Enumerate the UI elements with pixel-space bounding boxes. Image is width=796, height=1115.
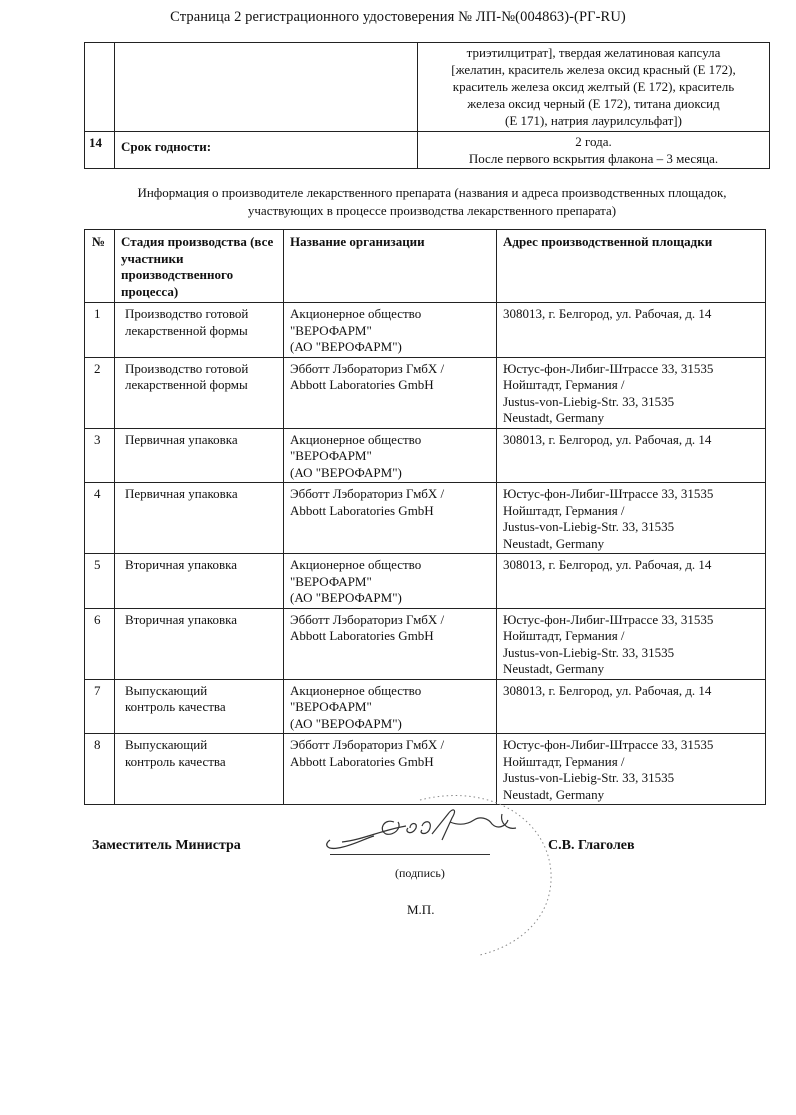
organization-cell: Акционерное общество "ВЕРОФАРМ" (АО "ВЕРОФАРМ") bbox=[284, 554, 497, 609]
page-title: Страница 2 регистрационного удостоверения № ЛП-№(004863)-(РГ-RU) bbox=[170, 9, 626, 25]
signature-line bbox=[330, 854, 490, 855]
column-header-stage: Стадия производства (все участники производственного процесса) bbox=[115, 230, 284, 303]
composition-line: триэтилцитрат], твердая желатиновая капсула bbox=[466, 45, 721, 60]
row-number: 4 bbox=[85, 483, 115, 554]
row-number-cell bbox=[85, 43, 115, 132]
composition-table bbox=[84, 42, 770, 169]
table-row bbox=[85, 608, 766, 679]
address-cell: Юстус-фон-Либиг-Штрассе 33, 31535 Нойштадт, Германия / Justus-von-Liebig-Str. 33, 31535 Neustadt, Germany bbox=[497, 734, 766, 805]
manufacturer-info-heading bbox=[84, 184, 780, 220]
shelf-life-label: Срок годности: bbox=[115, 132, 418, 169]
heading-line: Информация о производителе лекарственного препарата (названия и адреса производственных площадок, bbox=[137, 185, 727, 200]
shelf-life-line: 2 года. bbox=[575, 134, 612, 149]
row-number: 8 bbox=[85, 734, 115, 805]
heading-line: участвующих в процессе производства лекарственного препарата) bbox=[247, 203, 617, 218]
composition-text bbox=[418, 43, 770, 132]
column-header-organization: Название организации bbox=[284, 230, 497, 303]
address-cell: 308013, г. Белгород, ул. Рабочая, д. 14 bbox=[497, 554, 766, 609]
table-header-row bbox=[85, 230, 766, 303]
row-number-cell: 14 bbox=[85, 132, 115, 169]
table-row bbox=[85, 357, 766, 428]
address-cell: Юстус-фон-Либиг-Штрассе 33, 31535 Нойштадт, Германия / Justus-von-Liebig-Str. 33, 31535 Neustadt, Germany bbox=[497, 483, 766, 554]
address-cell: Юстус-фон-Либиг-Штрассе 33, 31535 Нойштадт, Германия / Justus-von-Liebig-Str. 33, 31535 Neustadt, Germany bbox=[497, 608, 766, 679]
stage-cell: Первичная упаковка bbox=[115, 428, 284, 483]
manufacturers-table bbox=[84, 229, 766, 805]
row-number: 5 bbox=[85, 554, 115, 609]
address-cell: 308013, г. Белгород, ул. Рабочая, д. 14 bbox=[497, 679, 766, 734]
stage-cell: Первичная упаковка bbox=[115, 483, 284, 554]
signature-caption: (подпись) bbox=[395, 866, 445, 880]
organization-cell: Эбботт Лэбораториз ГмбХ / Abbott Laboratories GmbH bbox=[284, 608, 497, 679]
signer-name: С.В. Глаголев bbox=[548, 838, 635, 853]
stage-cell: Вторичная упаковка bbox=[115, 608, 284, 679]
seal-mark: М.П. bbox=[407, 902, 435, 917]
table-row bbox=[85, 483, 766, 554]
shelf-life-value bbox=[418, 132, 770, 169]
signer-position: Заместитель Министра bbox=[92, 838, 241, 853]
organization-cell: Эбботт Лэбораториз ГмбХ / Abbott Laboratories GmbH bbox=[284, 483, 497, 554]
row-number: 3 bbox=[85, 428, 115, 483]
shelf-life-line: После первого вскрытия флакона – 3 месяца. bbox=[468, 151, 719, 166]
table-row bbox=[85, 554, 766, 609]
row-number: 7 bbox=[85, 679, 115, 734]
signature-icon bbox=[322, 800, 542, 855]
row-number: 1 bbox=[85, 303, 115, 358]
table-row bbox=[85, 303, 766, 358]
composition-line: (Е 171), натрия лаурилсульфат]) bbox=[505, 113, 682, 128]
address-cell: Юстус-фон-Либиг-Штрассе 33, 31535 Нойштадт, Германия / Justus-von-Liebig-Str. 33, 31535 Neustadt, Germany bbox=[497, 357, 766, 428]
organization-cell: Акционерное общество "ВЕРОФАРМ" (АО "ВЕРОФАРМ") bbox=[284, 679, 497, 734]
column-header-address: Адрес производственной площадки bbox=[497, 230, 766, 303]
row-number: 6 bbox=[85, 608, 115, 679]
organization-cell: Эбботт Лэбораториз ГмбХ / Abbott Laboratories GmbH bbox=[284, 357, 497, 428]
composition-line: краситель железа оксид желтый (Е 172), краситель bbox=[452, 79, 735, 94]
organization-cell: Акционерное общество "ВЕРОФАРМ" (АО "ВЕРОФАРМ") bbox=[284, 303, 497, 358]
organization-cell: Эбботт Лэбораториз ГмбХ / Abbott Laboratories GmbH bbox=[284, 734, 497, 805]
stage-cell: Производство готовой лекарственной формы bbox=[115, 357, 284, 428]
column-header-number: № bbox=[85, 230, 115, 303]
stage-cell: Выпускающий контроль качества bbox=[115, 734, 284, 805]
organization-cell: Акционерное общество "ВЕРОФАРМ" (АО "ВЕРОФАРМ") bbox=[284, 428, 497, 483]
shelf-life-row bbox=[85, 132, 770, 169]
composition-line: [желатин, краситель железа оксид красный (Е 172), bbox=[451, 62, 736, 77]
composition-continuation-row bbox=[85, 43, 770, 132]
stage-cell: Выпускающий контроль качества bbox=[115, 679, 284, 734]
stage-cell: Вторичная упаковка bbox=[115, 554, 284, 609]
address-cell: 308013, г. Белгород, ул. Рабочая, д. 14 bbox=[497, 428, 766, 483]
row-label-cell bbox=[115, 43, 418, 132]
row-number: 2 bbox=[85, 357, 115, 428]
table-row bbox=[85, 679, 766, 734]
composition-line: железа оксид черный (Е 172), титана диоксид bbox=[467, 96, 720, 111]
table-row bbox=[85, 428, 766, 483]
address-cell: 308013, г. Белгород, ул. Рабочая, д. 14 bbox=[497, 303, 766, 358]
stage-cell: Производство готовой лекарственной формы bbox=[115, 303, 284, 358]
